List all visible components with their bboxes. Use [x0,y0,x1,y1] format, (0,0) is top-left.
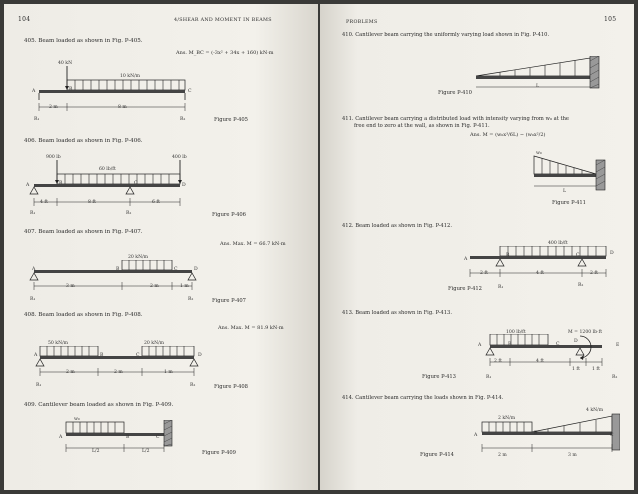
p405-r1: R₁ [34,117,40,122]
figure-p411-caption: Figure P-411 [552,200,586,206]
problem-413-text: 413. Beam loaded as shown in Fig. P-413. [342,310,452,316]
p406-label-b: B [59,181,63,186]
p414-dim-1: 2 m [498,453,507,458]
figure-p406-caption: Figure P-406 [212,212,246,218]
p407-dim-3: 1 m [180,284,189,289]
p407-r1: R₁ [30,297,36,302]
p408-load-2: 20 kN/m [144,341,165,346]
right-page [320,4,634,490]
p414-label-c: C [610,433,614,438]
problem-410-text: 410. Cantilever beam carrying the uniformly varying load shown in Fig. P-410. [342,32,550,38]
p411-dim: L [563,189,567,194]
p413-label-a: A [478,343,482,348]
p409-label-c: C [156,435,160,440]
p405-r2: R₂ [180,117,186,122]
page-number: 105 [604,16,617,23]
problem-407-answer: Ans. Max. M = 66.7 kN·m [220,241,286,247]
p408-r1: R₁ [36,383,42,388]
figure-p413-diagram [484,334,614,380]
p412-label-d: D [610,251,614,256]
p406-label-d: D [182,183,186,188]
p408-label-c: C [136,353,140,358]
p405-dim-1: 2 m [49,105,58,110]
p406-dist-load: 60 lb/ft [99,167,116,172]
p405-label-b: B [69,87,73,92]
problem-407-text: 407. Beam loaded as shown in Fig. P-407. [24,229,143,235]
figure-p408-caption: Figure P-408 [214,384,248,390]
p408-label-d: D [198,353,202,358]
p405-label-a: A [32,89,36,94]
p412-dist-load: 400 lb/ft [548,241,568,246]
p412-dim-3: 2 ft [590,271,598,276]
problem-408-answer: Ans. Max. M = 81.9 kN·m [218,325,284,331]
p414-dim-2: 3 m [568,453,577,458]
figure-p409-caption: Figure P-409 [202,450,236,456]
p412-label-c: C [576,253,580,258]
p412-dim-1: 2 ft [480,271,488,276]
p406-dim-1: 4 ft [40,200,48,205]
figure-p409-diagram [24,420,174,466]
figure-p414-diagram [474,412,620,464]
p405-dim-2: 8 m [118,105,127,110]
p408-dim-1: 2 m [66,370,75,375]
p406-load-1: 900 lb [46,155,61,160]
p412-label-b: B [506,253,510,258]
figure-p412-caption: Figure P-412 [448,286,482,292]
p413-label-c: C [556,342,560,347]
p408-label-b: B [100,353,104,358]
problem-411-answer: Ans. M = (w₀x³/6L) − (w₀x²/2) [470,132,546,138]
figure-p413-caption: Figure P-413 [422,374,456,380]
p411-load: w₀ [536,151,542,156]
p409-label-b: B [126,435,130,440]
p409-label-a: A [59,435,63,440]
p407-label-b: B [116,267,120,272]
p405-point-load-label: 40 kN [58,61,73,66]
p407-dim-1: 3 m [66,284,75,289]
p406-r1: R₁ [30,211,36,216]
p412-label-a: A [464,257,468,262]
p409-load: w₀ [74,417,80,422]
figure-p405-caption: Figure P-405 [214,117,248,123]
p405-dist-load-label: 10 kN/m [120,74,141,79]
p413-dist-load: 100 lb/ft [506,330,526,335]
p408-label-a: A [34,353,38,358]
p406-label-c: C [134,181,138,186]
p408-r2: R₂ [190,383,196,388]
p409-dim-2: L/2 [142,449,150,454]
p414-label-a: A [474,433,478,438]
p406-label-a: A [26,183,30,188]
figure-p412-diagram [466,246,616,292]
p413-r1: R₁ [486,375,492,380]
running-head: PROBLEMS [346,20,378,25]
p412-r2: R₂ [578,283,584,288]
figure-p410-diagram [470,56,610,96]
p413-label-b: B [508,342,512,347]
running-head: 4/SHEAR AND MOMENT IN BEAMS [174,18,272,23]
p405-label-c: C [188,89,192,94]
p406-load-2: 400 lb [172,155,187,160]
problem-411-text-2: free end to zero at the wall, as shown in Fig. P-411. [354,123,490,129]
problem-414-text: 414. Cantilever beam carrying the loads shown in Fig. P-414. [342,395,504,401]
p410-dim: L [536,84,540,89]
figure-p410-caption: Figure P-410 [438,90,472,96]
p407-label-d: D [194,267,198,272]
p412-r1: R₁ [498,285,504,290]
p413-label-d: D [574,339,578,344]
p413-dim-2: 4 ft [536,359,544,364]
figure-p411-diagram [530,154,610,194]
p409-dim-1: L/2 [92,449,100,454]
p413-r2: R₂ [612,375,618,380]
p408-dim-2: 2 m [114,370,123,375]
p407-dist-load: 20 kN/m [128,255,149,260]
problem-408-text: 408. Beam loaded as shown in Fig. P-408. [24,312,143,318]
figure-p414-caption: Figure P-414 [420,452,454,458]
p408-load-1: 50 kN/m [48,341,69,346]
p414-load-1: 2 kN/m [498,416,516,421]
page-number: 104 [18,16,31,23]
figure-p407-caption: Figure P-407 [212,298,246,304]
p406-dim-3: 6 ft [152,200,160,205]
p407-r2: R₂ [188,297,194,302]
figure-p405-diagram [24,66,214,124]
figure-p406-diagram [24,160,204,220]
p413-label-e: E [616,343,620,348]
p413-dim-3: 1 ft [572,367,580,372]
problem-405-text: 405. Beam loaded as shown in Fig. P-405. [24,38,143,44]
p413-moment: M = 1200 lb·ft [568,330,603,335]
p407-label-c: C [174,267,178,272]
problem-406-text: 406. Beam loaded as shown in Fig. P-406. [24,138,143,144]
problem-412-text: 412. Beam loaded as shown in Fig. P-412. [342,223,452,229]
p406-dim-2: 8 ft [88,200,96,205]
p413-dim-1: 2 ft [494,359,502,364]
left-page [4,4,318,490]
p407-label-a: A [32,267,36,272]
p413-dim-4: 1 ft [592,367,600,372]
p406-r2: R₂ [126,211,132,216]
problem-409-text: 409. Cantilever beam loaded as shown in Fig. P-409. [24,402,174,408]
problem-405-answer: Ans. M_BC = (-3x² + 34x + 160) kN·m [176,50,274,56]
p414-label-b: B [534,431,538,436]
problem-411-text-1: 411. Cantilever beam carrying a distributed load with intensity varying from w₀ at the [342,116,569,122]
p407-dim-2: 2 m [150,284,159,289]
p414-load-2: 4 kN/m [586,408,604,413]
p412-dim-2: 4 ft [536,271,544,276]
p408-dim-3: 1 m [164,370,173,375]
